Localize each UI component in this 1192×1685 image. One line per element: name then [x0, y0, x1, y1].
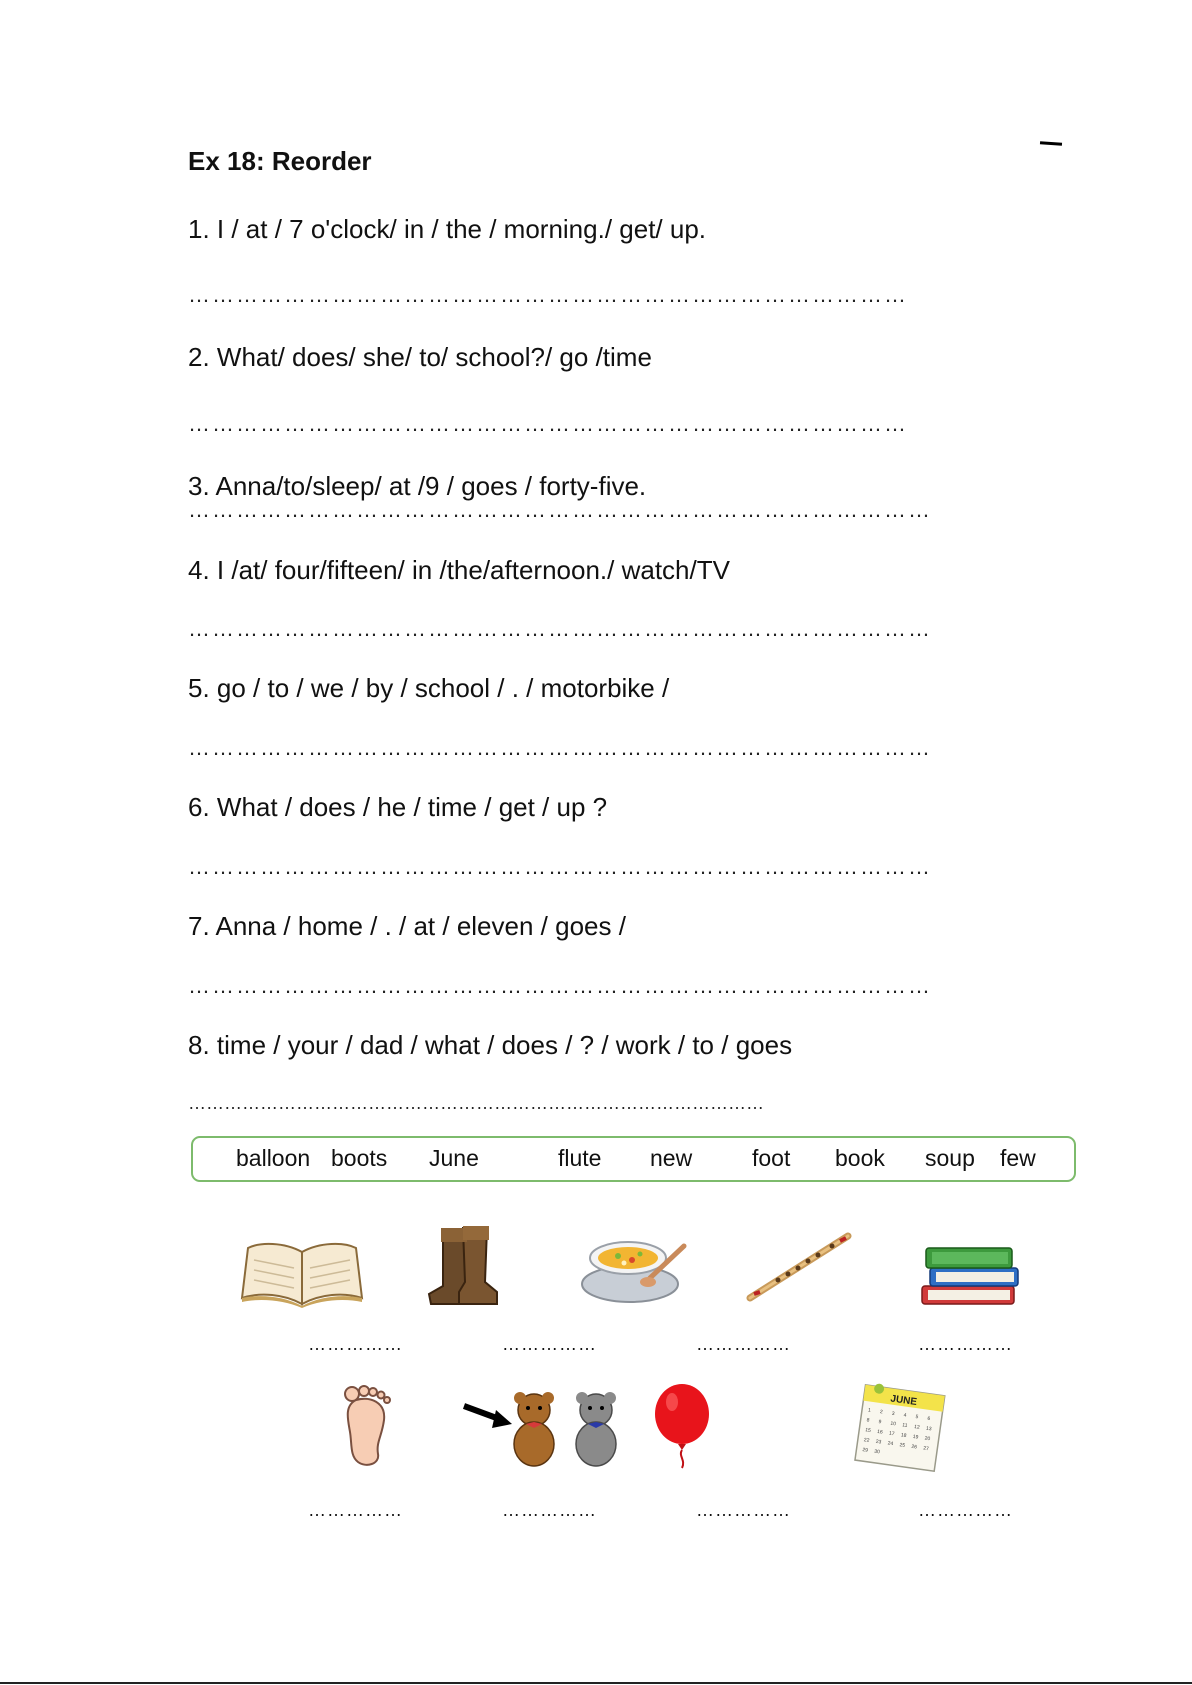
word-book: book — [835, 1145, 885, 1171]
teddy-bears-picture — [462, 1392, 626, 1472]
svg-text:26: 26 — [910, 1443, 918, 1451]
svg-text:12: 12 — [913, 1423, 921, 1431]
question-8: 8. time / your / dad / what / does / ? / work / to / goes — [188, 1030, 793, 1060]
svg-text:23: 23 — [875, 1438, 882, 1446]
answer-line-2[interactable]: ……………………………………………………………………………… — [188, 411, 908, 436]
question-7: 7. Anna / home / . / at / eleven / goes / — [188, 911, 626, 941]
svg-text:11: 11 — [901, 1422, 908, 1429]
answer-line-5[interactable]: ………………………………………………………………………………… — [188, 735, 932, 760]
word-new: new — [650, 1145, 693, 1171]
picture-blank-8[interactable]: …………… — [918, 1500, 1013, 1520]
answer-line-7[interactable]: ………………………………………………………………………………… — [188, 973, 932, 998]
svg-text:4: 4 — [903, 1412, 907, 1419]
word-few: few — [1000, 1145, 1036, 1171]
question-5: 5. go / to / we / by / school / . / motorbike / — [188, 673, 670, 703]
question-6: 6. What / does / he / time / get / up ? — [188, 792, 608, 822]
word-soup: soup — [925, 1145, 975, 1171]
answer-line-4[interactable]: ………………………………………………………………………………… — [188, 616, 932, 641]
svg-text:25: 25 — [899, 1442, 906, 1449]
foot-picture — [336, 1384, 396, 1468]
picture-blank-3[interactable]: …………… — [696, 1334, 791, 1354]
svg-text:22: 22 — [863, 1437, 870, 1444]
svg-text:9: 9 — [878, 1418, 882, 1426]
svg-text:15: 15 — [864, 1427, 872, 1434]
svg-text:3: 3 — [891, 1410, 895, 1418]
word-balloon: balloon — [236, 1145, 311, 1171]
svg-text:18: 18 — [900, 1432, 907, 1439]
exercise-title: Ex 18: Reorder — [188, 146, 372, 176]
word-june: June — [429, 1145, 479, 1171]
svg-text:10: 10 — [889, 1420, 897, 1428]
word-foot: foot — [752, 1145, 791, 1171]
boots-picture — [425, 1226, 505, 1308]
answer-line-1[interactable]: ……………………………………………………………………………… — [188, 282, 908, 307]
svg-text:5: 5 — [915, 1414, 919, 1421]
svg-text:29: 29 — [862, 1447, 869, 1454]
svg-text:20: 20 — [924, 1435, 931, 1443]
svg-text:6: 6 — [926, 1415, 931, 1423]
answer-line-6[interactable]: ………………………………………………………………………………… — [188, 854, 932, 879]
question-3: 3. Anna/to/sleep/ at /9 / goes / forty-five. — [188, 471, 647, 501]
svg-text:27: 27 — [922, 1445, 930, 1453]
page-bottom-border — [0, 1682, 1192, 1684]
answer-line-3[interactable]: ………………………………………………………………………………… — [188, 497, 932, 522]
svg-text:1: 1 — [867, 1407, 872, 1414]
calendar-month-label: JUNE — [889, 1393, 918, 1409]
corner-mark — [1040, 141, 1062, 146]
question-1: 1. I / at / 7 o'clock/ in / the / morning./ get/ up. — [188, 214, 707, 244]
red-balloon-picture — [650, 1384, 714, 1470]
svg-text:13: 13 — [925, 1425, 932, 1433]
answer-line-8[interactable]: …………………………………………………………………………………… — [188, 1093, 764, 1113]
picture-blank-6[interactable]: …………… — [502, 1500, 597, 1520]
svg-text:17: 17 — [888, 1430, 895, 1438]
soup-bowl-picture — [580, 1236, 692, 1304]
svg-text:16: 16 — [876, 1428, 884, 1436]
june-calendar-picture — [852, 1382, 948, 1472]
flute-picture — [744, 1230, 854, 1304]
svg-text:24: 24 — [887, 1440, 894, 1448]
svg-text:8: 8 — [866, 1417, 870, 1424]
picture-blank-1[interactable]: …………… — [308, 1334, 403, 1354]
svg-text:2: 2 — [879, 1409, 884, 1416]
question-4: 4. I /at/ four/fifteen/ in /the/afternoon./ watch/TV — [188, 555, 730, 585]
word-flute: flute — [558, 1145, 602, 1171]
picture-blank-5[interactable]: …………… — [308, 1500, 403, 1520]
picture-blank-4[interactable]: …………… — [918, 1334, 1013, 1354]
picture-blank-2[interactable]: …………… — [502, 1334, 597, 1354]
open-book-picture — [240, 1238, 364, 1308]
books-stack-picture — [916, 1238, 1024, 1308]
picture-blank-7[interactable]: …………… — [696, 1500, 791, 1520]
svg-text:19: 19 — [912, 1433, 919, 1441]
word-boots: boots — [331, 1145, 388, 1171]
question-2: 2. What/ does/ she/ to/ school?/ go /time — [188, 342, 652, 372]
svg-text:30: 30 — [873, 1448, 881, 1456]
